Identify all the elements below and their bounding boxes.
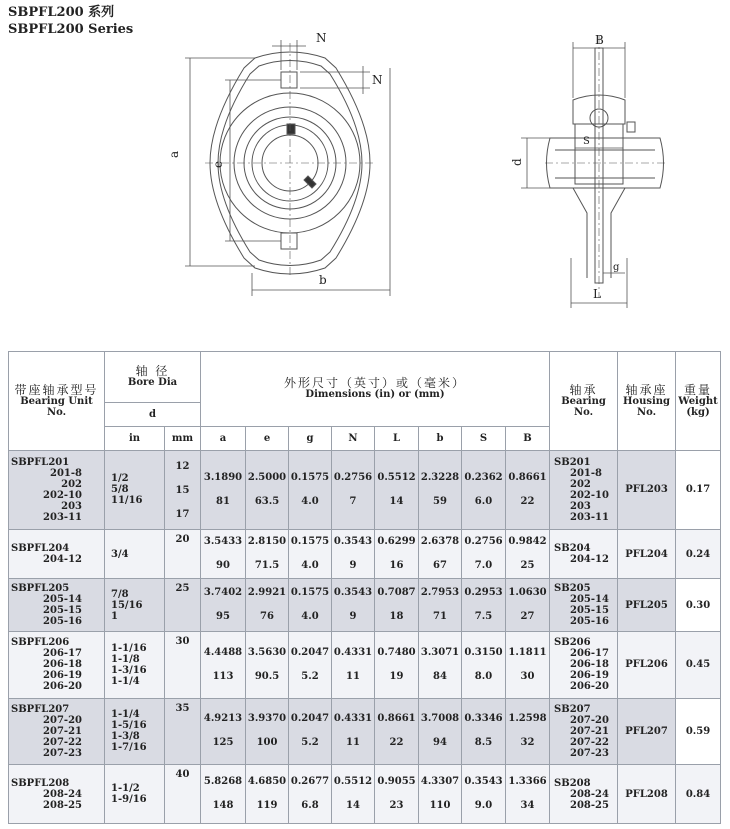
bore-inch-cell — [105, 698, 165, 765]
dim-bb-cell — [506, 529, 550, 579]
dim-mm-value: 5.2 — [301, 670, 319, 682]
dim-mm-value: 71.5 — [254, 560, 280, 572]
unit-no: SBPFL207 — [11, 703, 70, 715]
dim-mm-value: 95 — [216, 611, 230, 623]
unit-no: SBPFL205 — [11, 583, 70, 595]
dim-l-cell — [375, 631, 419, 698]
bore-mm-cell — [165, 765, 201, 824]
dim-B-label: B — [595, 33, 604, 47]
dim-s-cell — [462, 631, 506, 698]
bearing-no: SB204 — [554, 543, 591, 555]
bearing-no: 205-14 — [570, 594, 609, 606]
weight-cell: 0.84 — [676, 765, 721, 824]
housing-header: 轴承座 Housing No. — [618, 352, 676, 451]
cell-line: 1-3/8 — [111, 731, 140, 743]
bore-inch-cell — [105, 451, 165, 530]
cell-line: 1-5/16 — [111, 720, 147, 732]
dim-mm-value: 110 — [429, 800, 451, 812]
dim-mm-value: 71 — [433, 611, 447, 623]
dim-b-cell — [419, 579, 462, 632]
bore-inch-cell — [105, 631, 165, 698]
dim-mm-value: 148 — [212, 800, 234, 812]
dim-inch-value: 3.9370 — [247, 713, 287, 725]
bore-d-header: d — [105, 402, 201, 426]
bore-inch-cell — [105, 529, 165, 579]
dim-bb-cell — [506, 631, 550, 698]
dim-bb-cell — [506, 698, 550, 765]
bore-mm-cell — [165, 529, 201, 579]
dim-a-cell — [201, 579, 246, 632]
bore-mm: 15 — [175, 485, 190, 497]
unit-no: 207-23 — [43, 747, 82, 759]
dim-e-cell — [246, 631, 289, 698]
unit-no: 206-17 — [43, 648, 82, 660]
dim-a-cell — [201, 451, 246, 530]
bearing-no: 205-16 — [570, 616, 609, 628]
unit-no: 205-16 — [43, 616, 82, 628]
cell-line: 1-7/16 — [111, 742, 147, 754]
bearing-no: SB201 — [554, 456, 591, 468]
bearing-cell — [550, 451, 618, 530]
dim-n-cell — [332, 698, 375, 765]
unit-no: 206-19 — [43, 670, 82, 682]
dim-mm-value: 11 — [346, 737, 360, 749]
bearing-cell — [550, 698, 618, 765]
unit-no: 202-10 — [43, 489, 82, 501]
unit-cell — [9, 631, 105, 698]
bore-inch-cell — [105, 579, 165, 632]
unit-no: 207-22 — [43, 736, 82, 748]
dim-g-label: g — [613, 262, 620, 273]
bearing-no: 206-19 — [570, 670, 609, 682]
col-l-header: L — [375, 426, 419, 450]
dim-mm-value: 7 — [349, 495, 357, 507]
housing-cell: PFL207 — [618, 698, 676, 765]
dim-b-cell — [419, 631, 462, 698]
dim-n-cell — [332, 529, 375, 579]
unit-cell — [9, 579, 105, 632]
dim-inch-value: 0.4331 — [333, 713, 373, 725]
dim-inch-value: 0.8661 — [377, 713, 416, 725]
dim-l-cell — [375, 529, 419, 579]
dim-mm-value: 18 — [389, 611, 404, 623]
dim-l-cell — [375, 451, 419, 530]
col-a-header: a — [201, 426, 246, 450]
dim-mm-value: 100 — [256, 737, 278, 749]
dim-a-cell — [201, 529, 246, 579]
unit-cell — [9, 529, 105, 579]
unit-no: 202 — [61, 478, 82, 490]
dim-inch-value: 0.3543 — [333, 587, 373, 599]
dim-e-cell — [246, 529, 289, 579]
dim-mm-value: 125 — [212, 737, 234, 749]
bearing-no: 202-10 — [570, 489, 609, 501]
unit-no: SBPFL206 — [11, 637, 70, 649]
unit-no: 207-21 — [43, 725, 82, 737]
unit-header: 带座轴承型号 Bearing Unit No. — [9, 352, 105, 451]
cell-line: 1-1/4 — [111, 709, 140, 721]
cell-line: 1-9/16 — [111, 794, 147, 806]
dim-g-cell — [289, 529, 332, 579]
weight-cell: 0.59 — [676, 698, 721, 765]
dim-inch-value: 0.8661 — [508, 471, 547, 483]
bore-inch-cell — [105, 765, 165, 824]
dim-e-cell — [246, 451, 289, 530]
dim-inch-value: 0.3150 — [464, 646, 503, 658]
unit-no: SBPFL208 — [11, 777, 70, 789]
unit-cell — [9, 451, 105, 530]
dim-inch-value: 4.3307 — [420, 776, 460, 788]
unit-no: 205-14 — [43, 594, 82, 606]
bearing-no: 201-8 — [570, 467, 602, 479]
dim-s-cell — [462, 529, 506, 579]
dim-mm-value: 19 — [389, 670, 404, 682]
unit-no: 206-20 — [43, 681, 82, 693]
weight-cell: 0.45 — [676, 631, 721, 698]
dim-n-cell — [332, 631, 375, 698]
bearing-cell — [550, 529, 618, 579]
unit-no: 204-12 — [43, 554, 82, 566]
dim-mm-value: 9.0 — [474, 800, 493, 812]
cell-line: 1-1/8 — [111, 653, 140, 665]
dim-inch-value: 5.8268 — [203, 776, 243, 788]
dim-inch-value: 3.7008 — [420, 713, 460, 725]
bearing-no: SB205 — [554, 583, 591, 595]
dim-inch-value: 0.9055 — [377, 776, 416, 788]
dim-mm-value: 4.0 — [301, 611, 319, 623]
housing-cell: PFL203 — [618, 451, 676, 530]
bearing-no: 207-22 — [570, 736, 609, 748]
dim-s-cell — [462, 579, 506, 632]
dim-mm-value: 9 — [349, 611, 357, 623]
unit-no: 205-15 — [43, 605, 82, 617]
dims-header: 外形尺寸（英寸）或（毫米） Dimensions (in) or (mm) — [201, 352, 550, 427]
dim-inch-value: 0.4331 — [333, 646, 373, 658]
dim-inch-value: 0.3543 — [464, 776, 503, 788]
dim-inch-value: 0.7087 — [377, 587, 416, 599]
bearing-no: 207-21 — [570, 725, 609, 737]
dim-n-cell — [332, 451, 375, 530]
dim-mm-value: 113 — [212, 670, 234, 682]
bearing-no: 202 — [570, 478, 591, 490]
dim-inch-value: 0.6299 — [377, 536, 416, 548]
dim-mm-value: 9 — [349, 560, 357, 572]
dim-b-cell — [419, 451, 462, 530]
dim-mm-value: 14 — [346, 800, 360, 812]
dim-mm-value: 81 — [216, 495, 230, 507]
unit-no: 203 — [61, 500, 82, 512]
cell-line: 11/16 — [111, 495, 143, 507]
dim-mm-value: 7.5 — [474, 611, 493, 623]
dim-l-cell — [375, 765, 419, 824]
dim-inch-value: 3.1890 — [203, 471, 243, 483]
bore-header: 轴 径 Bore Dia — [105, 352, 201, 403]
cell-line: 1-1/16 — [111, 642, 147, 654]
bearing-no: 203-11 — [570, 511, 609, 523]
col-b-header: b — [419, 426, 462, 450]
col-s-header: S — [462, 426, 506, 450]
cell-line: 7/8 — [111, 588, 129, 600]
dim-a-label: a — [167, 150, 181, 158]
front-view-drawing — [160, 28, 400, 298]
dim-inch-value: 3.7402 — [203, 587, 243, 599]
dim-inch-value: 0.1575 — [290, 471, 330, 483]
dim-b-label: b — [319, 273, 327, 287]
dim-mm-value: 76 — [260, 611, 274, 623]
dim-n-cell — [332, 765, 375, 824]
dim-inch-value: 0.2047 — [290, 713, 330, 725]
dim-s-cell — [462, 698, 506, 765]
bearing-no: 205-15 — [570, 605, 609, 617]
dim-mm-value: 94 — [433, 737, 447, 749]
dim-mm-value: 119 — [256, 800, 278, 812]
bore-mm-cell — [165, 631, 201, 698]
bearing-cell — [550, 765, 618, 824]
bearing-no: 204-12 — [570, 554, 609, 566]
bore-mm-cell — [165, 451, 201, 530]
unit-no: 208-24 — [43, 788, 82, 800]
side-view-drawing — [495, 28, 675, 313]
bearing-no: SB208 — [554, 777, 591, 789]
dim-n-side-label: N — [372, 73, 383, 87]
col-n-header: N — [332, 426, 375, 450]
unit-no: 203-11 — [43, 511, 82, 523]
dim-inch-value: 0.1575 — [290, 536, 330, 548]
dim-inch-value: 2.5000 — [247, 471, 287, 483]
dim-a-cell — [201, 631, 246, 698]
bearing-no: SB207 — [554, 703, 591, 715]
dim-mm-value: 5.2 — [301, 737, 319, 749]
dim-g-cell — [289, 698, 332, 765]
dim-mm-value: 90 — [216, 560, 230, 572]
unit-no: 208-25 — [43, 799, 82, 811]
table-row — [9, 529, 721, 579]
bearing-no: SB206 — [554, 637, 591, 649]
dim-inch-value: 3.5630 — [247, 646, 287, 658]
dim-inch-value: 0.3346 — [464, 713, 503, 725]
dim-b-cell — [419, 765, 462, 824]
bearing-no: 206-20 — [570, 681, 609, 693]
dim-mm-value: 4.0 — [301, 560, 319, 572]
bore-mm: 25 — [175, 583, 190, 595]
bearing-no: 206-18 — [570, 659, 609, 671]
dim-inch-value: 2.9921 — [247, 587, 287, 599]
unit-no: 201-8 — [50, 467, 82, 479]
col-e-header: e — [246, 426, 289, 450]
dim-inch-value: 2.6378 — [420, 536, 460, 548]
table-row — [9, 631, 721, 698]
dim-mm-value: 63.5 — [254, 495, 280, 507]
dim-inch-value: 2.3228 — [420, 471, 460, 483]
dim-s-cell — [462, 765, 506, 824]
dim-d-label: d — [510, 158, 524, 166]
bore-mm: 30 — [175, 635, 190, 647]
dim-mm-value: 90.5 — [254, 670, 280, 682]
series-title-en: SBPFL200 Series — [8, 22, 134, 37]
housing-cell: PFL208 — [618, 765, 676, 824]
dim-inch-value: 4.4488 — [203, 646, 243, 658]
housing-cell: PFL206 — [618, 631, 676, 698]
dim-inch-value: 3.3071 — [420, 646, 460, 658]
dim-mm-value: 14 — [389, 495, 404, 507]
dim-a-cell — [201, 698, 246, 765]
dim-inch-value: 0.2756 — [333, 471, 373, 483]
dim-inch-value: 0.2953 — [464, 587, 503, 599]
dim-b-cell — [419, 529, 462, 579]
cell-line: 15/16 — [111, 599, 143, 611]
dim-inch-value: 1.2598 — [508, 713, 547, 725]
dim-inch-value: 0.5512 — [333, 776, 373, 788]
table-row — [9, 698, 721, 765]
dim-n-top-label: N — [316, 31, 327, 45]
dim-mm-value: 6.0 — [474, 495, 493, 507]
dim-mm-value: 22 — [389, 737, 404, 749]
bearing-no: 206-17 — [570, 648, 609, 660]
mm-header: mm — [165, 426, 201, 450]
dim-mm-value: 11 — [346, 670, 360, 682]
dim-L-label: L — [593, 287, 601, 301]
dim-g-cell — [289, 451, 332, 530]
dim-inch-value: 2.7953 — [420, 587, 460, 599]
housing-cell: PFL204 — [618, 529, 676, 579]
cell-line: 5/8 — [111, 484, 129, 496]
cell-line: 1 — [111, 610, 118, 622]
dim-mm-value: 59 — [433, 495, 447, 507]
in-header: in — [105, 426, 165, 450]
series-title-cn: SBPFL200 系列 — [8, 5, 115, 20]
cell-line: 1/2 — [111, 473, 129, 485]
dim-mm-value: 6.8 — [301, 800, 319, 812]
weight-cell: 0.24 — [676, 529, 721, 579]
dim-mm-value: 8.0 — [474, 670, 493, 682]
dim-mm-value: 84 — [433, 670, 447, 682]
bearing-cell — [550, 631, 618, 698]
table-row — [9, 765, 721, 824]
weight-cell: 0.17 — [676, 451, 721, 530]
dim-inch-value: 1.1811 — [508, 646, 547, 658]
dim-g-cell — [289, 631, 332, 698]
weight-header: 重量 Weight (kg) — [676, 352, 721, 451]
dim-mm-value: 7.0 — [474, 560, 493, 572]
dim-mm-value: 27 — [520, 611, 535, 623]
weight-cell: 0.30 — [676, 579, 721, 632]
dim-inch-value: 1.0630 — [508, 587, 547, 599]
table-row — [9, 451, 721, 530]
dim-bb-cell — [506, 765, 550, 824]
dim-mm-value: 4.0 — [301, 495, 319, 507]
bearing-cell — [550, 579, 618, 632]
bore-mm: 35 — [175, 702, 190, 714]
dim-mm-value: 67 — [433, 560, 447, 572]
bore-mm-cell — [165, 698, 201, 765]
col-bb-header: B — [506, 426, 550, 450]
dim-inch-value: 0.7480 — [377, 646, 416, 658]
bore-mm: 12 — [175, 461, 190, 473]
cell-line: 1-1/4 — [111, 675, 140, 687]
dim-mm-value: 23 — [389, 800, 404, 812]
dim-inch-value: 4.6850 — [247, 776, 287, 788]
dim-bb-cell — [506, 579, 550, 632]
dim-inch-value: 0.9842 — [508, 536, 547, 548]
dim-inch-value: 2.8150 — [247, 536, 287, 548]
housing-cell: PFL205 — [618, 579, 676, 632]
dim-n-cell — [332, 579, 375, 632]
bearing-no: 207-23 — [570, 747, 609, 759]
dim-inch-value: 0.2047 — [290, 646, 330, 658]
bore-mm-cell — [165, 579, 201, 632]
col-g-header: g — [289, 426, 332, 450]
cell-line: 1-1/2 — [111, 783, 140, 795]
dim-inch-value: 0.2362 — [464, 471, 503, 483]
dim-b-cell — [419, 698, 462, 765]
dim-inch-value: 0.1575 — [290, 587, 330, 599]
unit-no: SBPFL201 — [11, 456, 70, 468]
unit-cell — [9, 765, 105, 824]
dim-inch-value: 4.9213 — [203, 713, 243, 725]
unit-no: 206-18 — [43, 659, 82, 671]
dim-mm-value: 32 — [520, 737, 535, 749]
bearing-no: 207-20 — [570, 714, 609, 726]
dim-S-label: S — [583, 136, 590, 147]
dim-e-label: e — [211, 160, 225, 168]
bore-mm: 40 — [175, 769, 190, 781]
dim-inch-value: 1.3366 — [508, 776, 547, 788]
spec-table — [8, 351, 721, 824]
bearing-no: 208-25 — [570, 799, 609, 811]
dim-e-cell — [246, 765, 289, 824]
dim-inch-value: 0.5512 — [377, 471, 416, 483]
bearing-no: 208-24 — [570, 788, 609, 800]
unit-cell — [9, 698, 105, 765]
dim-s-cell — [462, 451, 506, 530]
dim-inch-value: 0.2677 — [290, 776, 330, 788]
cell-line: 1-3/16 — [111, 664, 147, 676]
dim-e-cell — [246, 698, 289, 765]
dim-mm-value: 25 — [520, 560, 535, 572]
dim-e-cell — [246, 579, 289, 632]
unit-no: 207-20 — [43, 714, 82, 726]
bore-mm: 20 — [175, 533, 190, 545]
cell-line: 3/4 — [111, 548, 129, 560]
dim-l-cell — [375, 698, 419, 765]
dim-inch-value: 0.2756 — [464, 536, 503, 548]
dim-mm-value: 8.5 — [474, 737, 493, 749]
bearing-header: 轴承 Bearing No. — [550, 352, 618, 451]
dim-inch-value: 0.3543 — [333, 536, 373, 548]
dim-mm-value: 30 — [520, 670, 535, 682]
dim-mm-value: 16 — [389, 560, 404, 572]
dim-g-cell — [289, 765, 332, 824]
dim-a-cell — [201, 765, 246, 824]
dim-l-cell — [375, 579, 419, 632]
bore-mm: 17 — [175, 509, 190, 521]
unit-no: SBPFL204 — [11, 543, 70, 555]
dim-inch-value: 3.5433 — [203, 536, 243, 548]
dim-mm-value: 22 — [520, 495, 535, 507]
dim-mm-value: 34 — [520, 800, 535, 812]
dim-g-cell — [289, 579, 332, 632]
table-row — [9, 579, 721, 632]
bearing-no: 203 — [570, 500, 591, 512]
dim-bb-cell — [506, 451, 550, 530]
